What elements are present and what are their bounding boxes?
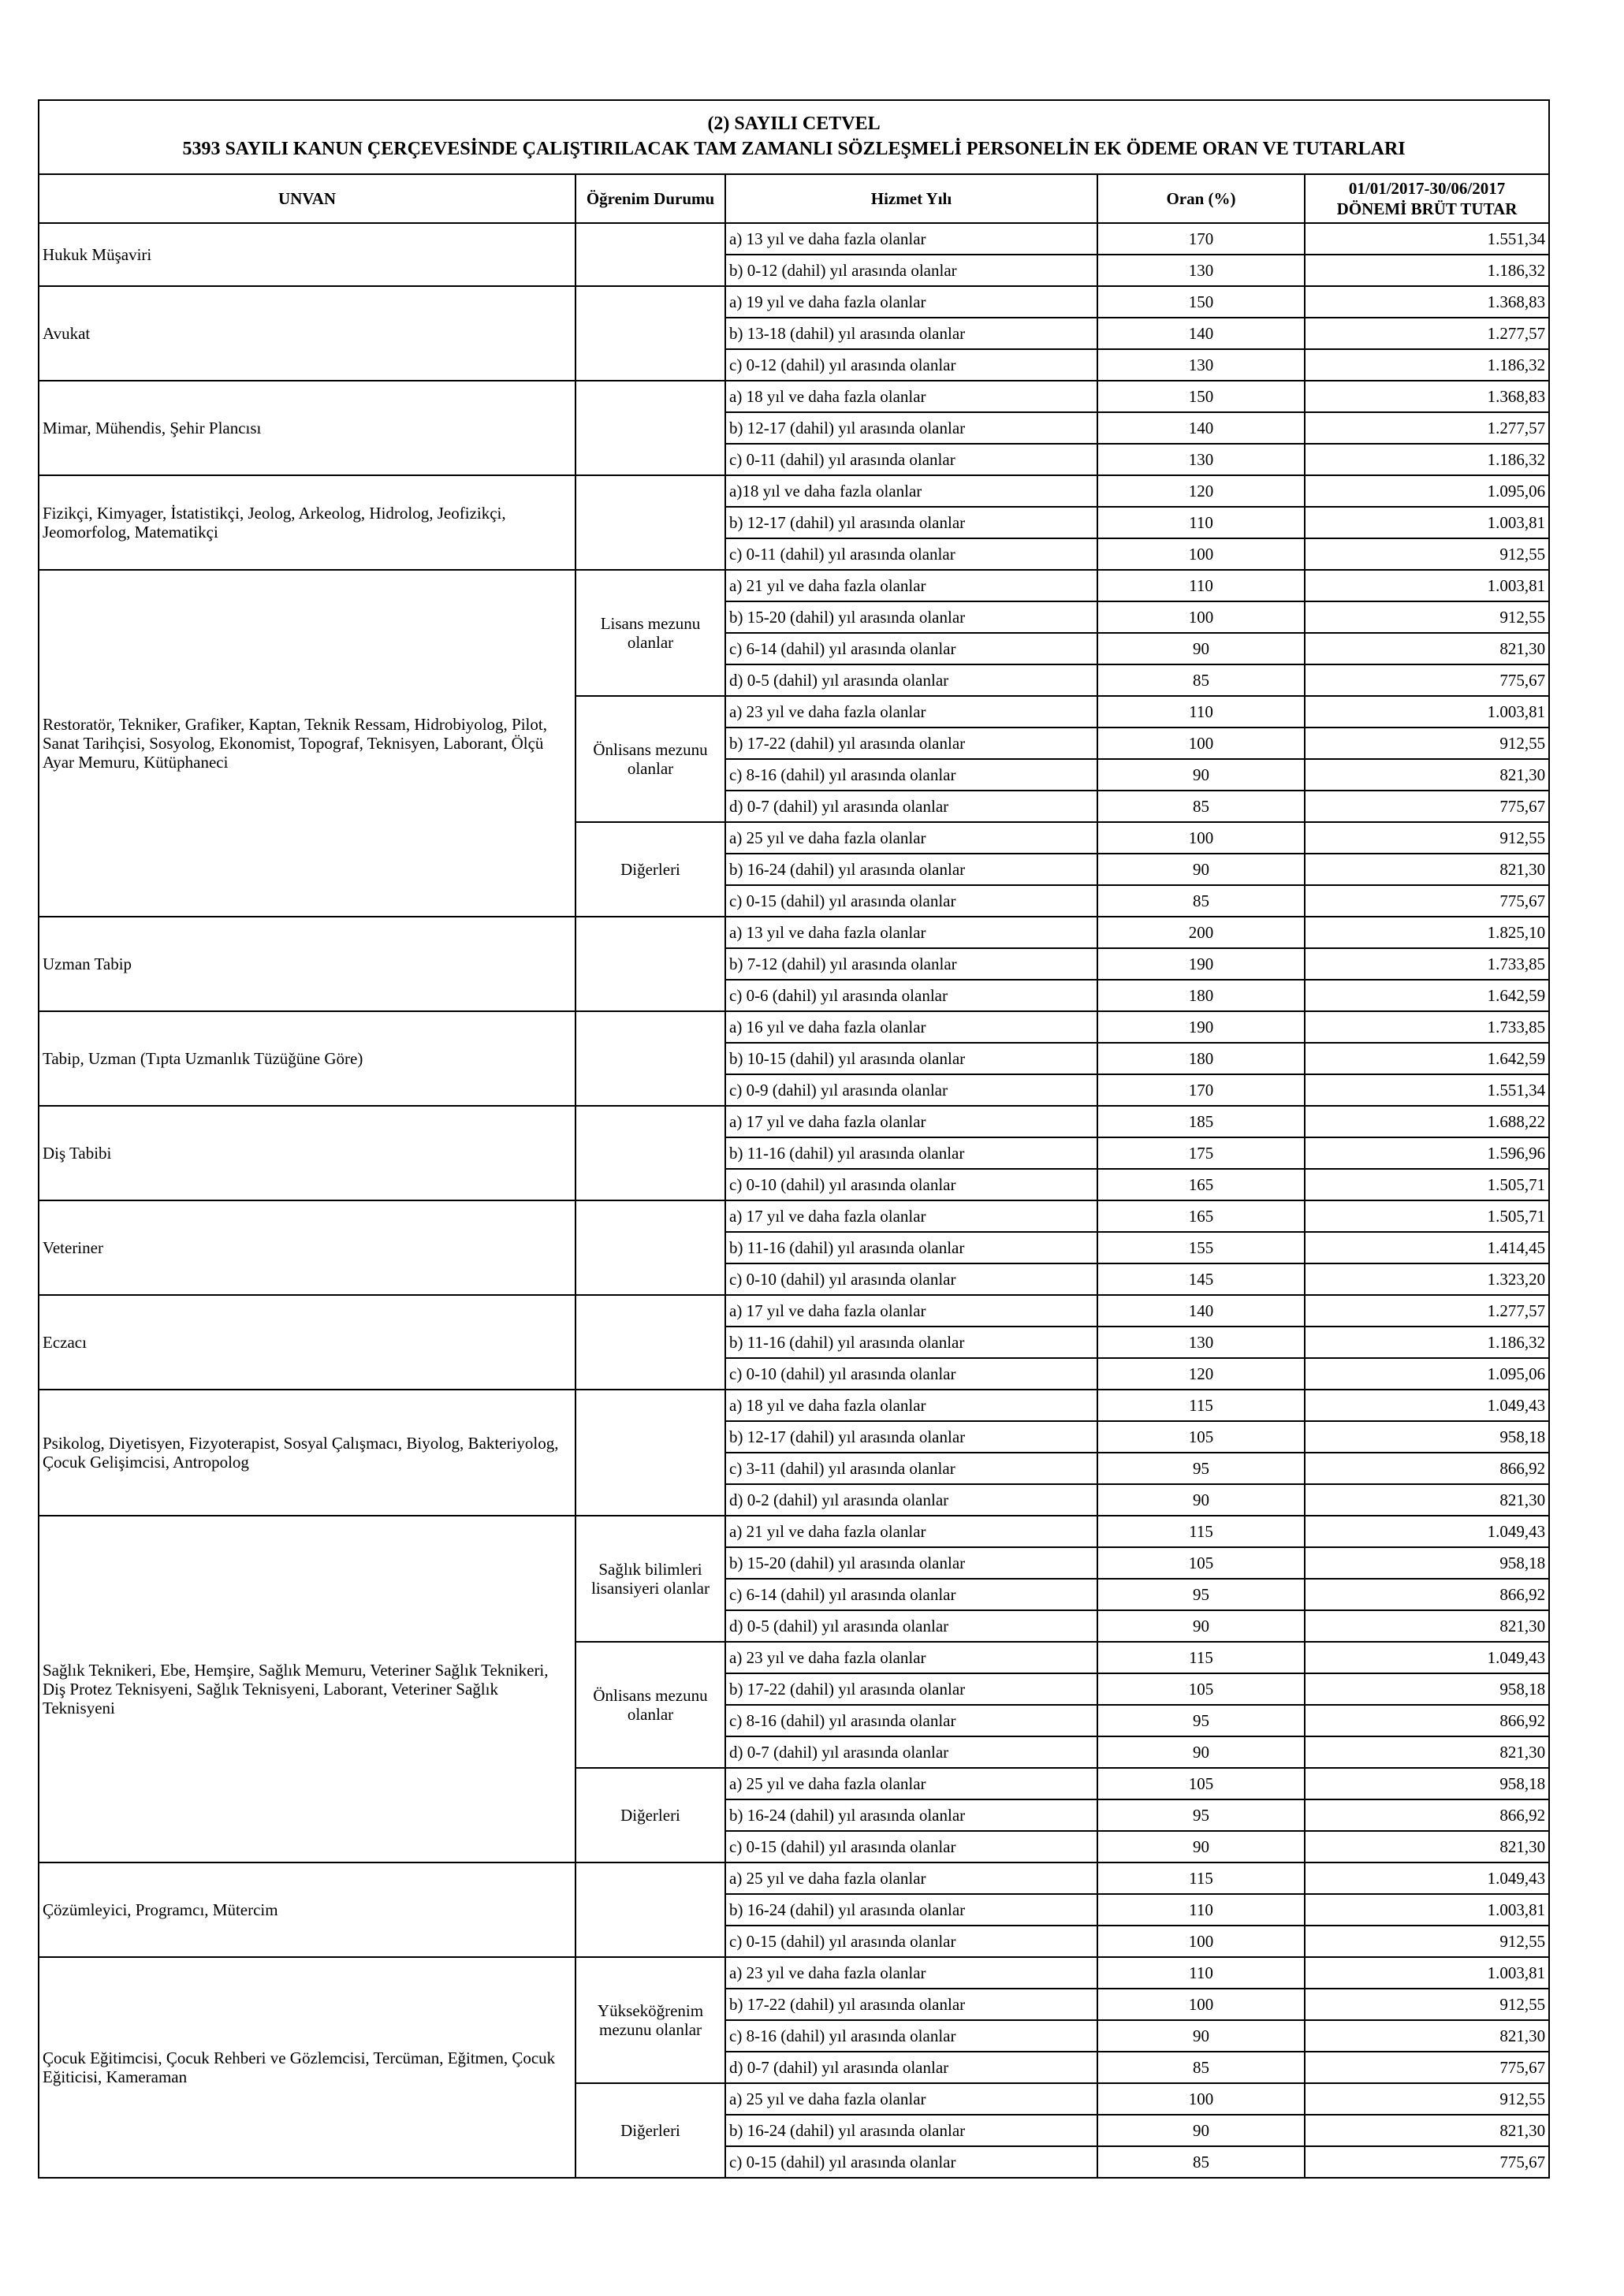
education-cell: Önlisans mezunu olanlar	[575, 696, 725, 822]
amount-cell: 866,92	[1305, 1453, 1549, 1484]
education-cell	[575, 381, 725, 475]
service-years-cell: c) 0-15 (dahil) yıl arasında olanlar	[725, 1831, 1097, 1862]
amount-cell: 1.414,45	[1305, 1232, 1549, 1263]
rate-cell: 110	[1097, 1957, 1305, 1989]
amount-cell: 1.277,57	[1305, 318, 1549, 349]
service-years-cell: c) 8-16 (dahil) yıl arasında olanlar	[725, 2020, 1097, 2052]
service-years-cell: c) 0-11 (dahil) yıl arasında olanlar	[725, 538, 1097, 570]
rate-cell: 100	[1097, 2083, 1305, 2115]
amount-cell: 958,18	[1305, 1768, 1549, 1799]
table-row	[39, 475, 1549, 507]
amount-cell: 1.049,43	[1305, 1862, 1549, 1894]
rate-cell: 90	[1097, 1610, 1305, 1642]
rate-cell: 85	[1097, 885, 1305, 917]
service-years-cell: c) 6-14 (dahil) yıl arasında olanlar	[725, 1579, 1097, 1610]
amount-cell: 912,55	[1305, 1989, 1549, 2020]
service-years-cell: b) 11-16 (dahil) yıl arasında olanlar	[725, 1137, 1097, 1169]
amount-cell: 1.551,34	[1305, 1074, 1549, 1106]
education-cell	[575, 475, 725, 570]
column-header-amount	[1305, 174, 1549, 223]
service-years-cell: b) 15-20 (dahil) yıl arasında olanlar	[725, 1547, 1097, 1579]
rate-cell: 170	[1097, 223, 1305, 255]
amount-cell: 821,30	[1305, 633, 1549, 664]
education-cell	[575, 1862, 725, 1957]
column-header-title: UNVAN	[39, 174, 575, 223]
service-years-cell: b) 12-17 (dahil) yıl arasında olanlar	[725, 1421, 1097, 1453]
amount-cell: 1.186,32	[1305, 255, 1549, 286]
service-years-cell: d) 0-5 (dahil) yıl arasında olanlar	[725, 1610, 1097, 1642]
document-subtitle: 5393 SAYILI KANUN ÇERÇEVESİNDE ÇALIŞTIRILACAK TAM ZAMANLI SÖZLEŞMELİ PERSONELİN EK ÖDEME ORAN VE TUTARLARI	[182, 139, 1406, 159]
education-cell: Önlisans mezunu olanlar	[575, 1642, 725, 1768]
position-title-cell: Diş Tabibi	[39, 1106, 575, 1200]
position-title-cell: Psikolog, Diyetisyen, Fizyoterapist, Sosyal Çalışmacı, Biyolog, Bakteriyolog, Çocuk Gelişimcisi, Antropolog	[39, 1390, 575, 1516]
service-years-cell: b) 16-24 (dahil) yıl arasında olanlar	[725, 2115, 1097, 2146]
rate-cell: 110	[1097, 1894, 1305, 1926]
service-years-cell: c) 6-14 (dahil) yıl arasında olanlar	[725, 633, 1097, 664]
amount-cell: 1.733,85	[1305, 948, 1549, 980]
rate-cell: 185	[1097, 1106, 1305, 1137]
amount-cell: 1.186,32	[1305, 349, 1549, 381]
service-years-cell: a) 23 yıl ve daha fazla olanlar	[725, 1642, 1097, 1673]
table-row	[39, 381, 1549, 412]
education-cell	[575, 917, 725, 1011]
rate-cell: 115	[1097, 1390, 1305, 1421]
rate-cell: 85	[1097, 664, 1305, 696]
position-title-cell: Sağlık Teknikeri, Ebe, Hemşire, Sağlık Memuru, Veteriner Sağlık Teknikeri, Diş Protez Teknisyeni, Sağlık Teknisyeni, Laborant, Veteriner Sağlık Teknisyeni	[39, 1516, 575, 1862]
amount-cell: 1.186,32	[1305, 1327, 1549, 1358]
service-years-cell: c) 3-11 (dahil) yıl arasında olanlar	[725, 1453, 1097, 1484]
amount-cell: 1.825,10	[1305, 917, 1549, 948]
amount-cell: 821,30	[1305, 1736, 1549, 1768]
rate-cell: 90	[1097, 854, 1305, 885]
service-years-cell: a) 25 yıl ve daha fazla olanlar	[725, 2083, 1097, 2115]
rate-cell: 90	[1097, 2020, 1305, 2052]
rate-cell: 90	[1097, 1484, 1305, 1516]
education-cell	[575, 223, 725, 286]
position-title-cell: Tabip, Uzman (Tıpta Uzmanlık Tüzüğüne Göre)	[39, 1011, 575, 1106]
service-years-cell: d) 0-7 (dahil) yıl arasında olanlar	[725, 1736, 1097, 1768]
amount-cell: 1.186,32	[1305, 444, 1549, 475]
service-years-cell: a)18 yıl ve daha fazla olanlar	[725, 475, 1097, 507]
rate-cell: 105	[1097, 1421, 1305, 1453]
amount-cell: 1.368,83	[1305, 381, 1549, 412]
amount-cell: 775,67	[1305, 885, 1549, 917]
rate-cell: 115	[1097, 1862, 1305, 1894]
service-years-cell: a) 13 yıl ve daha fazla olanlar	[725, 223, 1097, 255]
rate-cell: 190	[1097, 948, 1305, 980]
service-years-cell: c) 0-15 (dahil) yıl arasında olanlar	[725, 2146, 1097, 2178]
service-years-cell: a) 25 yıl ve daha fazla olanlar	[725, 822, 1097, 854]
amount-cell: 1.368,83	[1305, 286, 1549, 318]
rate-cell: 140	[1097, 318, 1305, 349]
table-row	[39, 1200, 1549, 1232]
column-header-education: Öğrenim Durumu	[575, 174, 725, 223]
service-years-cell: b) 15-20 (dahil) yıl arasında olanlar	[725, 601, 1097, 633]
service-years-cell: b) 16-24 (dahil) yıl arasında olanlar	[725, 1894, 1097, 1926]
position-title-cell: Eczacı	[39, 1295, 575, 1390]
rate-cell: 85	[1097, 2146, 1305, 2178]
rate-cell: 105	[1097, 1673, 1305, 1705]
service-years-cell: d) 0-2 (dahil) yıl arasında olanlar	[725, 1484, 1097, 1516]
service-years-cell: b) 17-22 (dahil) yıl arasında olanlar	[725, 1989, 1097, 2020]
amount-cell: 1.642,59	[1305, 980, 1549, 1011]
education-cell	[575, 286, 725, 381]
amount-cell: 958,18	[1305, 1673, 1549, 1705]
amount-cell: 1.003,81	[1305, 696, 1549, 728]
column-header-rate: Oran (%)	[1097, 174, 1305, 223]
amount-cell: 958,18	[1305, 1547, 1549, 1579]
amount-cell: 1.688,22	[1305, 1106, 1549, 1137]
amount-cell: 912,55	[1305, 2083, 1549, 2115]
amount-cell: 775,67	[1305, 791, 1549, 822]
rate-cell: 95	[1097, 1453, 1305, 1484]
service-years-cell: a) 25 yıl ve daha fazla olanlar	[725, 1768, 1097, 1799]
service-years-cell: a) 21 yıl ve daha fazla olanlar	[725, 570, 1097, 601]
education-cell	[575, 1390, 725, 1516]
rate-cell: 100	[1097, 601, 1305, 633]
rate-cell: 110	[1097, 570, 1305, 601]
service-years-cell: a) 25 yıl ve daha fazla olanlar	[725, 1862, 1097, 1894]
rate-cell: 130	[1097, 1327, 1305, 1358]
service-years-cell: b) 7-12 (dahil) yıl arasında olanlar	[725, 948, 1097, 980]
payment-rate-table	[38, 99, 1550, 2179]
education-cell: Diğerleri	[575, 1768, 725, 1862]
rate-cell: 140	[1097, 412, 1305, 444]
amount-cell: 1.596,96	[1305, 1137, 1549, 1169]
rate-cell: 85	[1097, 791, 1305, 822]
service-years-cell: a) 17 yıl ve daha fazla olanlar	[725, 1295, 1097, 1327]
education-cell: Sağlık bilimleri lisansiyeri olanlar	[575, 1516, 725, 1642]
table-row	[39, 1295, 1549, 1327]
amount-cell: 1.277,57	[1305, 412, 1549, 444]
amount-cell: 866,92	[1305, 1579, 1549, 1610]
service-years-cell: b) 13-18 (dahil) yıl arasında olanlar	[725, 318, 1097, 349]
service-years-cell: a) 21 yıl ve daha fazla olanlar	[725, 1516, 1097, 1547]
rate-cell: 175	[1097, 1137, 1305, 1169]
service-years-cell: b) 16-24 (dahil) yıl arasında olanlar	[725, 1799, 1097, 1831]
amount-cell: 1.049,43	[1305, 1642, 1549, 1673]
table-row	[39, 1516, 1549, 1547]
rate-cell: 100	[1097, 538, 1305, 570]
rate-cell: 180	[1097, 980, 1305, 1011]
amount-cell: 912,55	[1305, 822, 1549, 854]
table-row	[39, 1862, 1549, 1894]
table-row	[39, 1957, 1549, 1989]
rate-cell: 90	[1097, 633, 1305, 664]
position-title-cell: Restoratör, Tekniker, Grafiker, Kaptan, Teknik Ressam, Hidrobiyolog, Pilot, Sanat Tarihçisi, Sosyolog, Ekonomist, Topograf, Teknisyen, Laborant, Ölçü Ayar Memuru, Kütüphaneci	[39, 570, 575, 917]
education-cell	[575, 1011, 725, 1106]
rate-cell: 180	[1097, 1043, 1305, 1074]
rate-cell: 105	[1097, 1768, 1305, 1799]
amount-cell: 1.095,06	[1305, 475, 1549, 507]
education-cell	[575, 1295, 725, 1390]
rate-cell: 130	[1097, 444, 1305, 475]
amount-cell: 775,67	[1305, 664, 1549, 696]
service-years-cell: a) 18 yıl ve daha fazla olanlar	[725, 381, 1097, 412]
amount-cell: 1.003,81	[1305, 570, 1549, 601]
rate-cell: 90	[1097, 759, 1305, 791]
position-title-cell: Fizikçi, Kimyager, İstatistikçi, Jeolog, Arkeolog, Hidrolog, Jeofizikçi, Jeomorfolog, Matematikçi	[39, 475, 575, 570]
amount-cell: 821,30	[1305, 2020, 1549, 2052]
service-years-cell: a) 18 yıl ve daha fazla olanlar	[725, 1390, 1097, 1421]
education-cell: Lisans mezunu olanlar	[575, 570, 725, 696]
service-years-cell: a) 17 yıl ve daha fazla olanlar	[725, 1200, 1097, 1232]
rate-cell: 115	[1097, 1642, 1305, 1673]
rate-cell: 100	[1097, 822, 1305, 854]
amount-cell: 821,30	[1305, 1831, 1549, 1862]
document-title: (2) SAYILI CETVEL	[707, 113, 881, 134]
service-years-cell: a) 13 yıl ve daha fazla olanlar	[725, 917, 1097, 948]
rate-cell: 200	[1097, 917, 1305, 948]
rate-cell: 90	[1097, 2115, 1305, 2146]
service-years-cell: a) 16 yıl ve daha fazla olanlar	[725, 1011, 1097, 1043]
service-years-cell: a) 23 yıl ve daha fazla olanlar	[725, 1957, 1097, 1989]
service-years-cell: a) 19 yıl ve daha fazla olanlar	[725, 286, 1097, 318]
rate-cell: 145	[1097, 1263, 1305, 1295]
rate-cell: 100	[1097, 1926, 1305, 1957]
service-years-cell: b) 11-16 (dahil) yıl arasında olanlar	[725, 1232, 1097, 1263]
service-years-cell: b) 0-12 (dahil) yıl arasında olanlar	[725, 255, 1097, 286]
rate-cell: 165	[1097, 1169, 1305, 1200]
service-years-cell: d) 0-5 (dahil) yıl arasında olanlar	[725, 664, 1097, 696]
rate-cell: 90	[1097, 1831, 1305, 1862]
amount-cell: 1.003,81	[1305, 1894, 1549, 1926]
table-row	[39, 917, 1549, 948]
service-years-cell: c) 0-9 (dahil) yıl arasında olanlar	[725, 1074, 1097, 1106]
service-years-cell: c) 0-11 (dahil) yıl arasında olanlar	[725, 444, 1097, 475]
amount-type-label: DÖNEMİ BRÜT TUTAR	[1336, 199, 1518, 218]
amount-period-label: 01/01/2017-30/06/2017	[1348, 179, 1506, 198]
service-years-cell: b) 11-16 (dahil) yıl arasında olanlar	[725, 1327, 1097, 1358]
table-row	[39, 223, 1549, 255]
amount-cell: 821,30	[1305, 1610, 1549, 1642]
rate-cell: 95	[1097, 1799, 1305, 1831]
rate-cell: 100	[1097, 1989, 1305, 2020]
amount-cell: 1.277,57	[1305, 1295, 1549, 1327]
amount-cell: 775,67	[1305, 2052, 1549, 2083]
amount-cell: 912,55	[1305, 728, 1549, 759]
service-years-cell: c) 0-15 (dahil) yıl arasında olanlar	[725, 1926, 1097, 1957]
amount-cell: 1.733,85	[1305, 1011, 1549, 1043]
rate-cell: 90	[1097, 1736, 1305, 1768]
position-title-cell: Avukat	[39, 286, 575, 381]
column-header-years: Hizmet Yılı	[725, 174, 1097, 223]
service-years-cell: b) 17-22 (dahil) yıl arasında olanlar	[725, 1673, 1097, 1705]
rate-cell: 85	[1097, 2052, 1305, 2083]
amount-cell: 912,55	[1305, 601, 1549, 633]
amount-cell: 866,92	[1305, 1799, 1549, 1831]
position-title-cell: Mimar, Mühendis, Şehir Plancısı	[39, 381, 575, 475]
table-body	[39, 223, 1549, 2178]
amount-cell: 1.642,59	[1305, 1043, 1549, 1074]
amount-cell: 1.095,06	[1305, 1358, 1549, 1390]
education-cell: Diğerleri	[575, 822, 725, 917]
rate-cell: 140	[1097, 1295, 1305, 1327]
rate-cell: 155	[1097, 1232, 1305, 1263]
rate-cell: 105	[1097, 1547, 1305, 1579]
rate-cell: 165	[1097, 1200, 1305, 1232]
rate-cell: 150	[1097, 286, 1305, 318]
amount-cell: 1.049,43	[1305, 1516, 1549, 1547]
service-years-cell: c) 8-16 (dahil) yıl arasında olanlar	[725, 1705, 1097, 1736]
service-years-cell: c) 0-10 (dahil) yıl arasında olanlar	[725, 1263, 1097, 1295]
service-years-cell: a) 23 yıl ve daha fazla olanlar	[725, 696, 1097, 728]
table-row	[39, 1011, 1549, 1043]
service-years-cell: b) 16-24 (dahil) yıl arasında olanlar	[725, 854, 1097, 885]
rate-cell: 170	[1097, 1074, 1305, 1106]
rate-cell: 130	[1097, 255, 1305, 286]
position-title-cell: Çözümleyici, Programcı, Mütercim	[39, 1862, 575, 1957]
position-title-cell: Hukuk Müşaviri	[39, 223, 575, 286]
rate-cell: 120	[1097, 1358, 1305, 1390]
education-cell	[575, 1200, 725, 1295]
amount-cell: 912,55	[1305, 1926, 1549, 1957]
amount-cell: 775,67	[1305, 2146, 1549, 2178]
position-title-cell: Uzman Tabip	[39, 917, 575, 1011]
rate-cell: 110	[1097, 696, 1305, 728]
amount-cell: 1.323,20	[1305, 1263, 1549, 1295]
table-title	[39, 100, 1549, 174]
amount-cell: 1.505,71	[1305, 1200, 1549, 1232]
amount-cell: 958,18	[1305, 1421, 1549, 1453]
amount-cell: 1.003,81	[1305, 507, 1549, 538]
table-row	[39, 1106, 1549, 1137]
amount-cell: 1.049,43	[1305, 1390, 1549, 1421]
amount-cell: 1.505,71	[1305, 1169, 1549, 1200]
service-years-cell: c) 0-12 (dahil) yıl arasında olanlar	[725, 349, 1097, 381]
amount-cell: 866,92	[1305, 1705, 1549, 1736]
rate-cell: 95	[1097, 1579, 1305, 1610]
service-years-cell: b) 12-17 (dahil) yıl arasında olanlar	[725, 412, 1097, 444]
service-years-cell: b) 10-15 (dahil) yıl arasında olanlar	[725, 1043, 1097, 1074]
amount-cell: 1.551,34	[1305, 223, 1549, 255]
education-cell	[575, 1106, 725, 1200]
table-row	[39, 286, 1549, 318]
position-title-cell: Veteriner	[39, 1200, 575, 1295]
position-title-cell: Çocuk Eğitimcisi, Çocuk Rehberi ve Gözlemcisi, Tercüman, Eğitmen, Çocuk Eğiticisi, Kameraman	[39, 1957, 575, 2178]
amount-cell: 821,30	[1305, 759, 1549, 791]
amount-cell: 821,30	[1305, 1484, 1549, 1516]
service-years-cell: c) 0-10 (dahil) yıl arasında olanlar	[725, 1358, 1097, 1390]
service-years-cell: d) 0-7 (dahil) yıl arasında olanlar	[725, 2052, 1097, 2083]
service-years-cell: b) 12-17 (dahil) yıl arasında olanlar	[725, 507, 1097, 538]
service-years-cell: c) 0-15 (dahil) yıl arasında olanlar	[725, 885, 1097, 917]
rate-cell: 110	[1097, 507, 1305, 538]
table-row	[39, 1390, 1549, 1421]
rate-cell: 130	[1097, 349, 1305, 381]
rate-cell: 100	[1097, 728, 1305, 759]
amount-cell: 912,55	[1305, 538, 1549, 570]
service-years-cell: c) 0-6 (dahil) yıl arasında olanlar	[725, 980, 1097, 1011]
amount-cell: 821,30	[1305, 2115, 1549, 2146]
rate-cell: 190	[1097, 1011, 1305, 1043]
rate-cell: 95	[1097, 1705, 1305, 1736]
education-cell: Diğerleri	[575, 2083, 725, 2178]
table-row	[39, 570, 1549, 601]
service-years-cell: a) 17 yıl ve daha fazla olanlar	[725, 1106, 1097, 1137]
service-years-cell: c) 0-10 (dahil) yıl arasında olanlar	[725, 1169, 1097, 1200]
service-years-cell: b) 17-22 (dahil) yıl arasında olanlar	[725, 728, 1097, 759]
rate-cell: 150	[1097, 381, 1305, 412]
education-cell: Yükseköğrenim mezunu olanlar	[575, 1957, 725, 2083]
service-years-cell: d) 0-7 (dahil) yıl arasında olanlar	[725, 791, 1097, 822]
amount-cell: 1.003,81	[1305, 1957, 1549, 1989]
service-years-cell: c) 8-16 (dahil) yıl arasında olanlar	[725, 759, 1097, 791]
rate-cell: 115	[1097, 1516, 1305, 1547]
rate-cell: 120	[1097, 475, 1305, 507]
amount-cell: 821,30	[1305, 854, 1549, 885]
document-page	[38, 99, 1548, 2179]
